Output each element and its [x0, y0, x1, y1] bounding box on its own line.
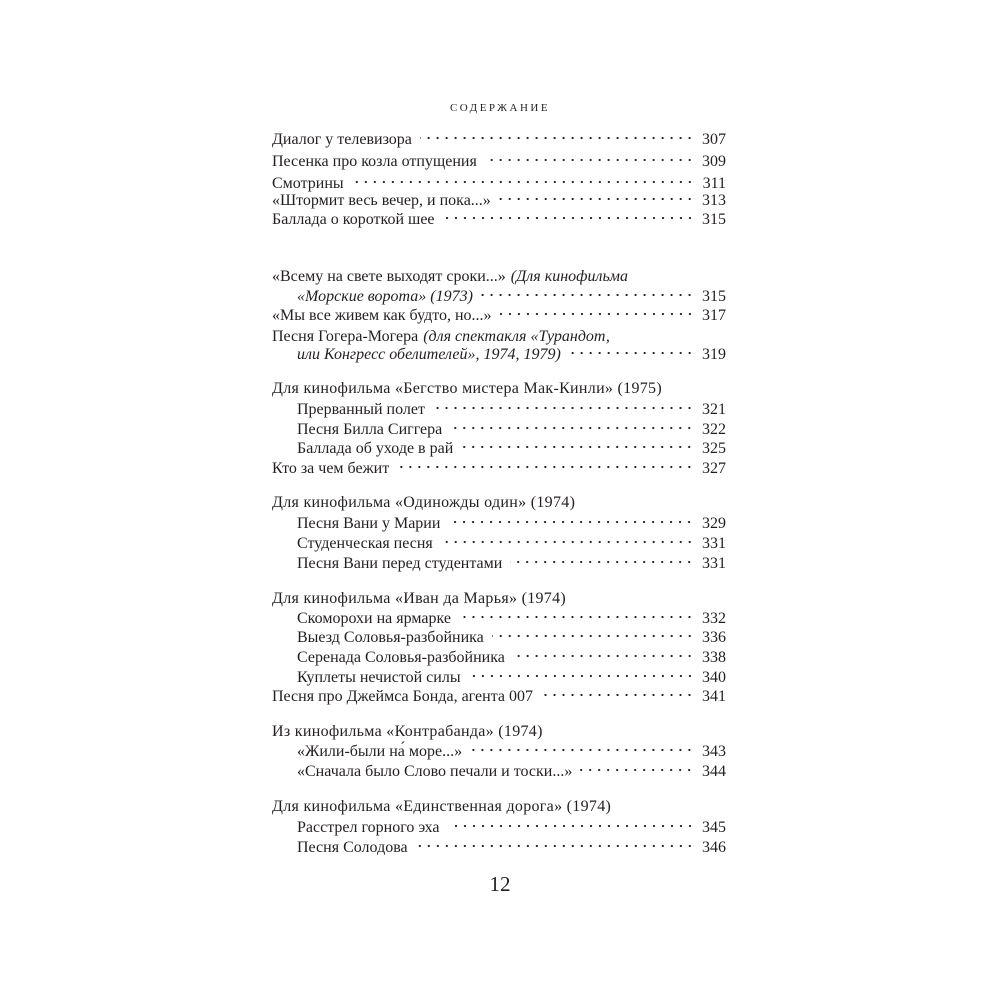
page-number: 12	[489, 872, 511, 896]
dot-leader	[352, 174, 694, 188]
toc-entry	[297, 741, 726, 763]
entry-page: 331	[702, 555, 726, 572]
section-title: Для кинофильма «Одиножды один» (1974)	[272, 494, 576, 511]
toc-entry	[297, 627, 726, 649]
dot-leader	[485, 152, 694, 166]
section-title: Для кинофильма «Иван да Марья» (1974)	[272, 590, 567, 607]
toc-entry	[297, 817, 726, 839]
toc-entry	[272, 266, 726, 288]
entry-title: или Конгресс обелителей», 1974, 1979)	[297, 346, 561, 363]
section-heading	[272, 492, 726, 514]
toc-entry	[297, 761, 726, 783]
entry-title: «Штормит весь вечер, и пока...»	[272, 192, 491, 209]
entry-page: 325	[702, 440, 726, 457]
entry-page: 307	[702, 131, 726, 148]
section-title: Для кинофильма «Бегство мистера Мак-Кинли» (1975)	[272, 380, 662, 397]
entry-page: 331	[702, 535, 726, 552]
entry-page: 311	[702, 175, 726, 192]
toc-entry	[297, 837, 726, 859]
entry-title: Песня Билла Сиггера	[297, 421, 443, 438]
dot-leader	[580, 762, 694, 776]
entry-page: 319	[702, 346, 726, 363]
entry-title: Песня Гогера-Могера	[272, 328, 419, 345]
dot-leader	[513, 648, 694, 662]
entry-page: 341	[702, 688, 726, 705]
entry-title: «Морские ворота» (1973)	[297, 288, 473, 305]
dot-leader	[397, 459, 694, 473]
dot-leader	[420, 130, 694, 144]
entry-title: Выезд Соловья-разбойника	[297, 629, 484, 646]
entry-title: Прерванный полет	[297, 401, 425, 418]
entry-page: 327	[702, 460, 726, 477]
dot-leader	[459, 609, 694, 623]
dot-leader	[541, 687, 694, 701]
toc-entry	[297, 533, 726, 555]
entry-title: Песня про Джеймса Бонда, агента 007	[272, 688, 533, 705]
entry-page: 346	[702, 839, 726, 856]
toc-entry	[272, 686, 726, 708]
dot-leader	[433, 400, 694, 414]
entry-page: 345	[702, 819, 726, 836]
running-header: СОДЕРЖАНИЕ	[449, 102, 551, 114]
entry-note: (Для кинофильма	[510, 268, 628, 285]
entry-page: 343	[702, 743, 726, 760]
entry-page: 322	[702, 421, 726, 438]
entry-title: «Всему на свете выходят сроки...»	[272, 268, 506, 285]
section-title: Из кинофильма «Контрабанда» (1974)	[272, 723, 543, 740]
toc-entry	[297, 399, 726, 421]
entry-page: 313	[702, 192, 726, 209]
toc-entry	[272, 458, 726, 480]
entry-title: «Сначала было Слово печали и тоски...»	[297, 763, 573, 780]
entry-title: Песня Солодова	[297, 839, 408, 856]
toc-entry	[272, 151, 726, 173]
dot-leader	[469, 668, 694, 682]
toc-entry	[297, 647, 726, 669]
entry-page: 344	[702, 763, 726, 780]
section-heading	[272, 796, 726, 818]
entry-title: Куплеты нечистой силы	[297, 669, 461, 686]
entry-page: 336	[702, 629, 726, 646]
entry-page: 317	[702, 307, 726, 324]
entry-title: Смотрины	[272, 175, 344, 192]
entry-page: 329	[702, 515, 726, 532]
entry-title: Песенка про козла отпущения	[272, 153, 477, 170]
toc-entry	[297, 513, 726, 535]
entry-page: 315	[702, 288, 726, 305]
toc-entry	[272, 305, 726, 327]
entry-note: (для спектакля «Турандот,	[423, 328, 610, 345]
toc-entry	[272, 209, 726, 231]
toc-entry	[297, 553, 726, 575]
entry-title: «Жили-были на́ море...»	[297, 743, 463, 760]
dot-leader	[470, 742, 694, 756]
entry-title: Песня Вани у Марии	[297, 515, 441, 532]
dot-leader	[450, 420, 694, 434]
entry-title: Студенческая песня	[297, 535, 433, 552]
toc-entry	[272, 129, 726, 151]
dot-leader	[481, 287, 694, 301]
entry-title: Серенада Соловья-разбойника	[297, 649, 505, 666]
entry-page: 340	[702, 669, 726, 686]
toc-entry	[297, 344, 726, 366]
section-title: Для кинофильма «Единственная дорога» (1974)	[272, 798, 612, 815]
entry-title: Песня Вани перед студентами	[297, 555, 503, 572]
dot-leader	[500, 306, 694, 320]
section-heading	[272, 378, 726, 400]
dot-leader	[499, 191, 694, 205]
dot-leader	[441, 534, 694, 548]
entry-title: Скоморохи на ярмарке	[297, 610, 451, 627]
dot-leader	[510, 554, 694, 568]
dot-leader	[461, 439, 694, 453]
entry-page: 315	[702, 211, 726, 228]
entry-page: 321	[702, 401, 726, 418]
entry-title: Диалог у телевизора	[272, 131, 412, 148]
entry-page: 332	[702, 610, 726, 627]
dot-leader	[492, 628, 694, 642]
section-heading	[272, 588, 726, 610]
entry-title: Баллада о короткой шее	[272, 211, 435, 228]
entry-page: 338	[702, 649, 726, 666]
dot-leader	[448, 514, 694, 528]
dot-leader	[569, 345, 694, 359]
entry-title: «Мы все живем как будто, но...»	[272, 307, 492, 324]
entry-title: Расстрел горного эха	[297, 819, 440, 836]
dot-leader	[416, 838, 694, 852]
entry-page: 309	[702, 153, 726, 170]
dot-leader	[448, 818, 695, 832]
entry-title: Кто за чем бежит	[272, 460, 390, 477]
entry-title: Баллада об уходе в рай	[297, 440, 454, 457]
dot-leader	[443, 210, 694, 224]
toc-entry	[297, 438, 726, 460]
section-heading	[272, 721, 726, 743]
